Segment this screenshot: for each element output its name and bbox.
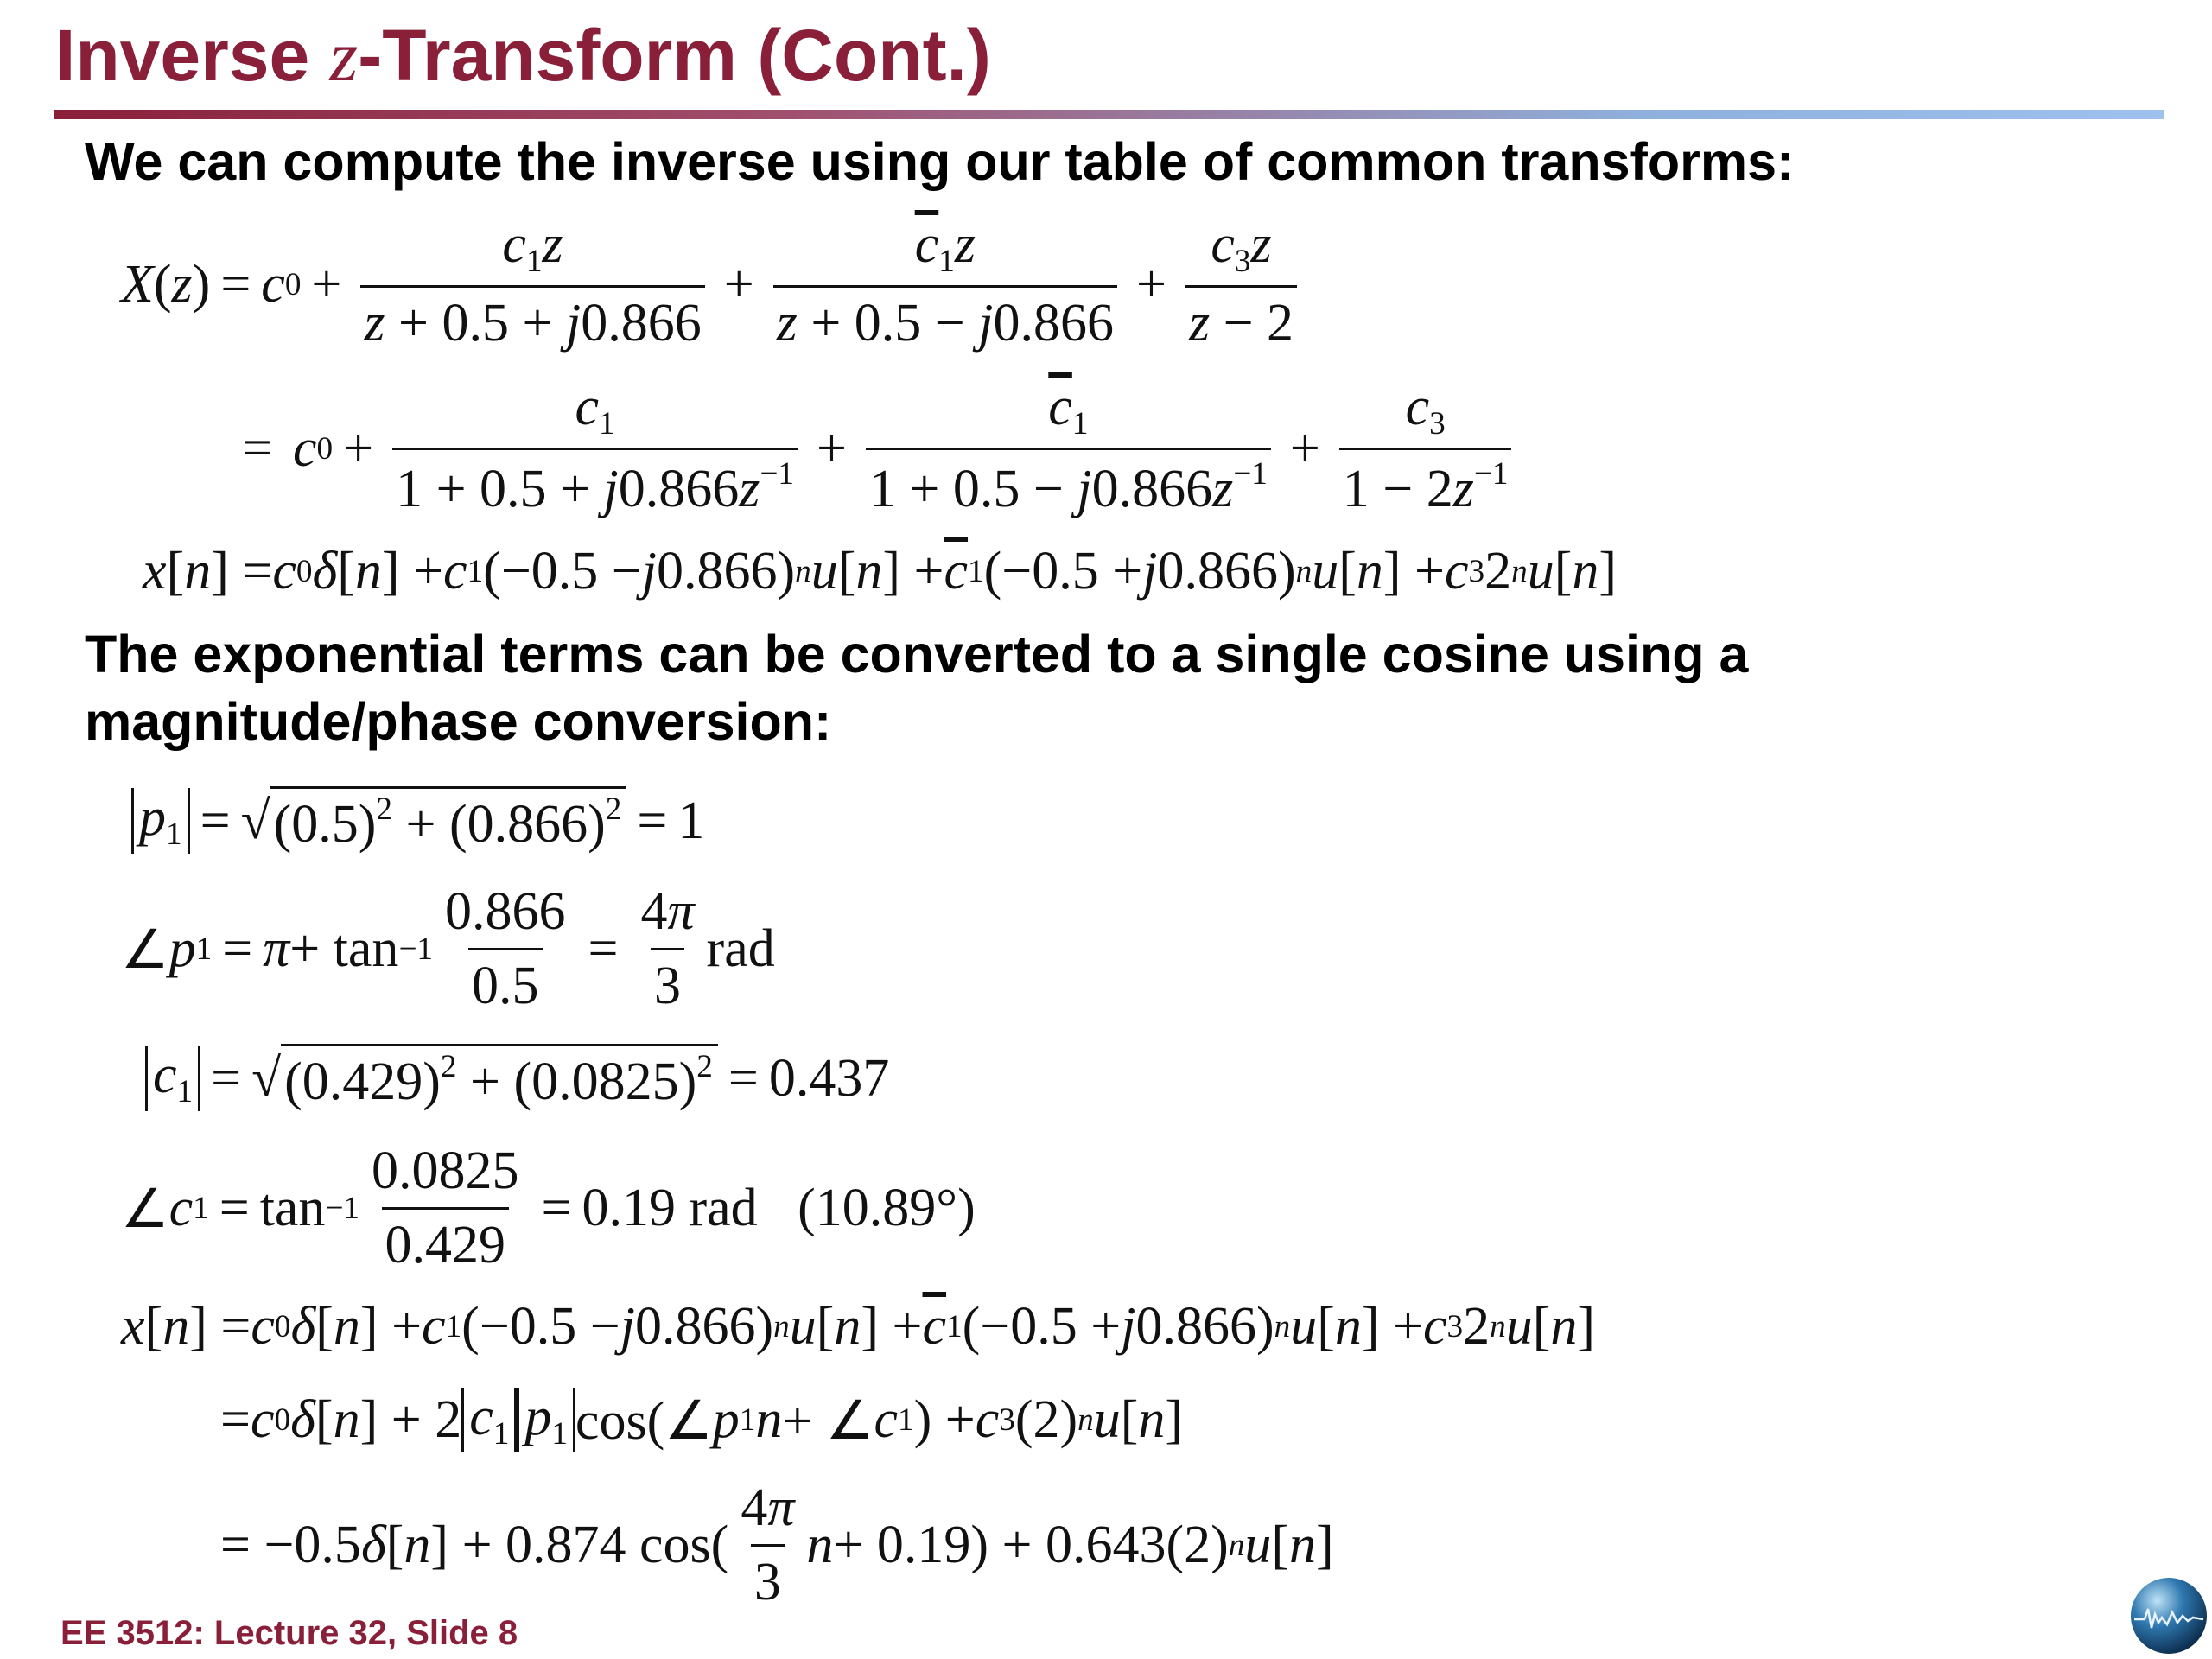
title-rule <box>54 110 2164 119</box>
equation-x-of-n-repeat: x [ n ] = c 0 δ [ n ] + c 1 (−0.5 − j 0.866) n u [ n ] + $\overline{c}$ 1 (−0.5 + j 0.866) n u [ n ] + c 3 2 n u [ n ] <box>121 1297 1596 1356</box>
equation-cosine-form: = c 0 δ [ n ] + 2 $c_1$ $p_1$ cos(∠ p 1 n + ∠ c 1 ) + c 3 (2) n u [ n ] <box>220 1388 1184 1452</box>
bullet-table-transforms: We can compute the inverse using our table of common transforms: <box>85 132 1795 191</box>
globe-logo-icon <box>2126 1574 2212 1657</box>
slide-footer: EE 3512: Lecture 32, Slide 8 <box>60 1614 518 1652</box>
equation-final-result: = −0.5 δ [ n ] + 0.874 cos( $\frac{4\pi}{3}$ n + 0.19) + 0.643(2) n u [ n ] <box>220 1478 1334 1611</box>
equation-c1-angle: ∠ c 1 = tan −1 $\frac{0.0825}{0.429}$ = 0.19 rad (10.89°) <box>121 1141 976 1274</box>
equation-p1-magnitude: $p_1$ = √ $(0.5)^2 + (0.866)^2$ = 1 <box>131 786 704 855</box>
equation-c1-magnitude: $c_1$ = √ $(0.429)^2 + (0.0825)^2$ = 0.437 <box>145 1044 889 1113</box>
slide-title: Inverse z-Transform (Cont.) <box>55 15 991 97</box>
equation-x-of-n: x [ n ] = c 0 δ [ n ] + c 1 (−0.5 − j 0.866) n u [ n ] + $\overline{c}$ 1 (−0.5 + j 0.866) n u [ n ] + c 3 2 n u [ n ] <box>143 542 1618 601</box>
equation-p1-angle: ∠ p 1 = π + tan −1 $\frac{0.866}{0.5}$ = $\frac{4\pi}{3}$ rad <box>121 882 775 1015</box>
bullet-cosine-conversion: The exponential terms can be converted to a single cosine using a magnitude/phase conversion: <box>85 625 1749 751</box>
equation-x-of-z: X ( z ) = c 0 + $\frac{c_1z}{z + 0.5 + j0.866}$ + $\frac{\overline{c}_1z}{z + 0.5 - j0.866}$ + $\frac{c_3z}{z - 2}$ <box>121 214 1306 354</box>
equation-x-of-z-inverse: = c 0 + $\frac{c_1}{1 + 0.5 + j0.866z^{-1}}$ + $\frac{\overline{c}_1}{1 + 0.5 - j0.866z^{-1}}$ + $\frac{c_3}{1 - 2z^{-1}}$ <box>242 377 1520 520</box>
